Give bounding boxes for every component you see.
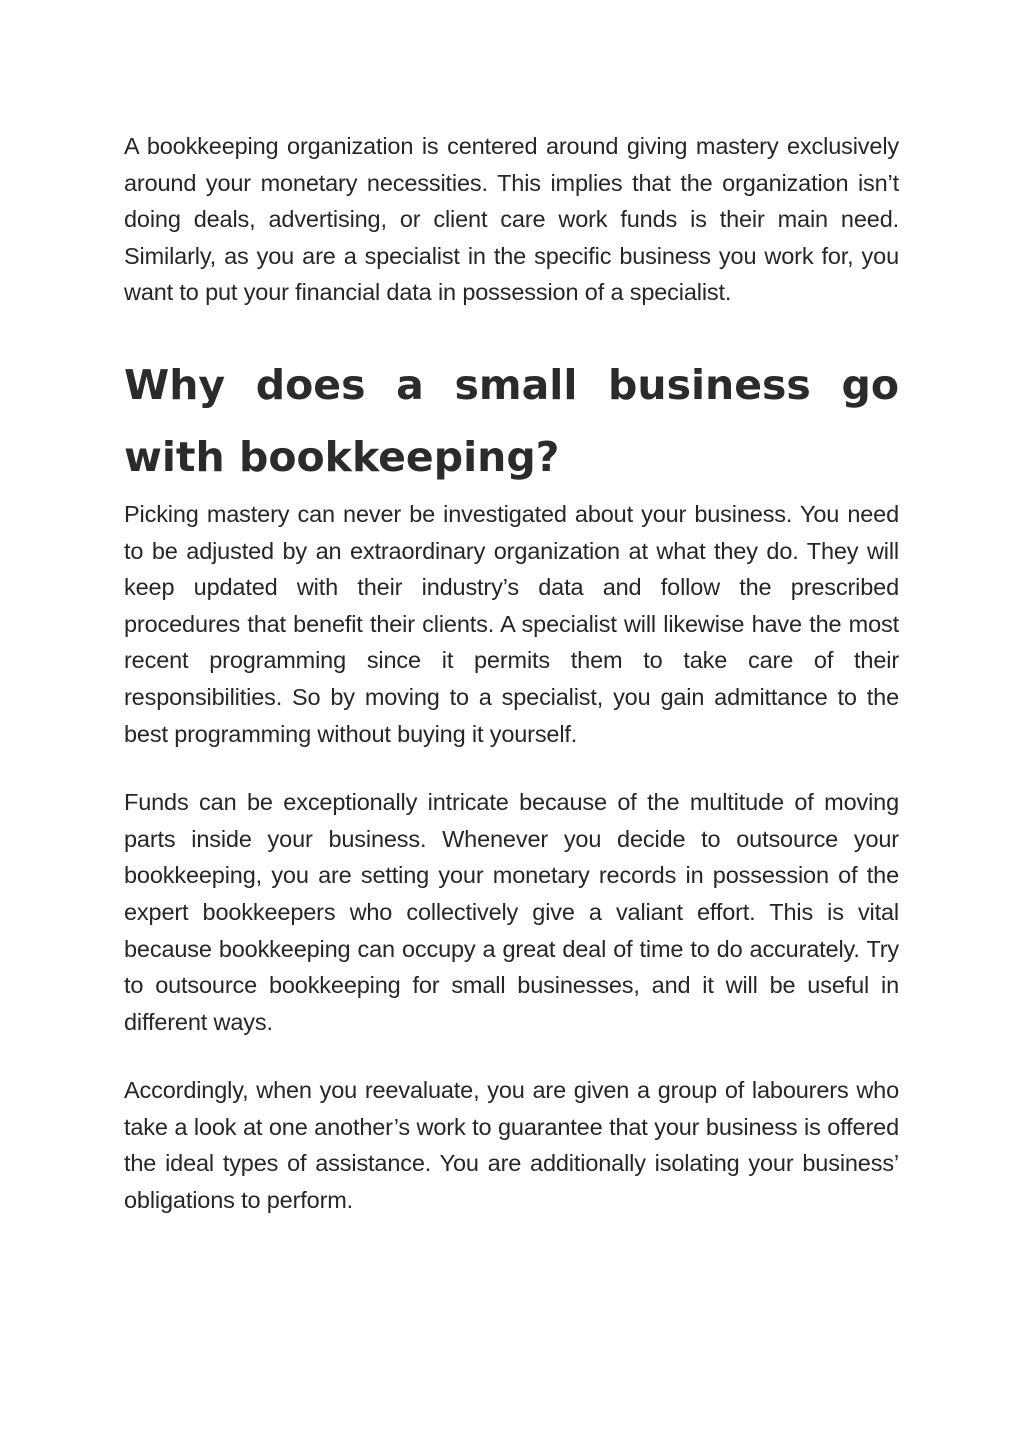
body-paragraph-2: Funds can be exceptionally intricate because of the multitude of moving parts inside your business. Whenever you decide to outsource your bookkeeping, you are setting your monetary records in possession of the expert bookkeepers who collectively give a valiant effort. This is vital because bookkeeping can occupy a great deal of time to do accurately. Try to outsource bookkeeping for small businesses, and it will be useful in different ways. [124, 789, 899, 1035]
intro-paragraph: A bookkeeping organization is centered around giving mastery exclusively around your monetary necessities. This implies that the organization isn’t doing deals, advertising, or client care work funds is their main need. Similarly, as you are a specialist in the specific business you work for, you want to put your financial data in possession of a specialist. [124, 133, 899, 306]
section-heading: Why does a small business go with bookkeeping? [124, 360, 899, 481]
document-page [124, 128, 899, 1219]
body-paragraph-3: Accordingly, when you reevaluate, you are given a group of labourers who take a look at one another’s work to guarantee that your business is offered the ideal types of assistance. You are additionally isolating your business’ obligations to perform. [124, 1077, 899, 1214]
body-paragraph-1: Picking mastery can never be investigated about your business. You need to be adjusted by an extraordinary organization at what they do. They will keep updated with their industry’s data and follow the prescribed procedures that benefit their clients. A specialist will likewise have the most recent programming since it permits them to take care of their responsibilities. So by moving to a specialist, you gain admittance to the best programming without buying it yourself. [124, 500, 899, 747]
